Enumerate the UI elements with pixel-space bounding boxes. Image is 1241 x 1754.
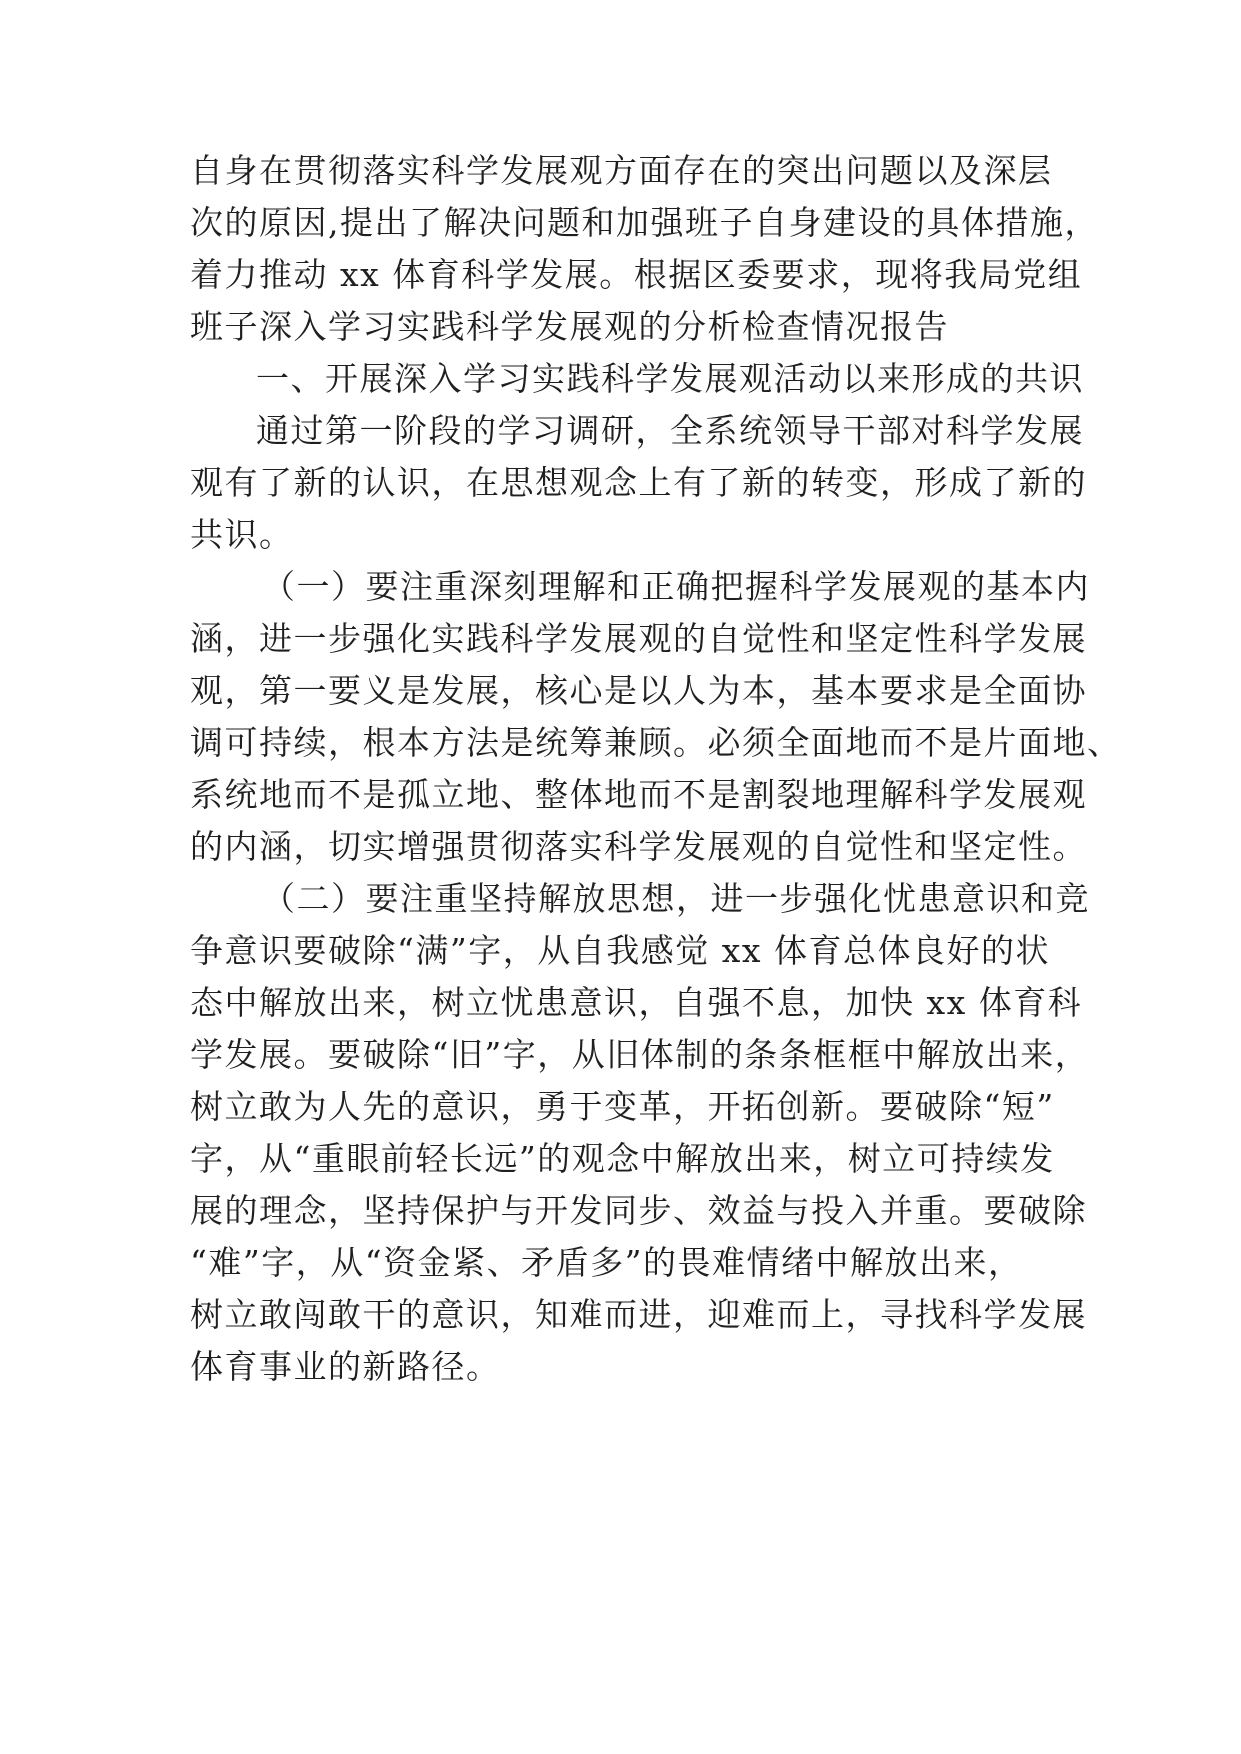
text-line: 展的理念，坚持保护与开发同步、效益与投入并重。要破除 xyxy=(190,1191,1087,1230)
text-line: 调可持续，根本方法是统筹兼顾。必须全面地而不是片面地、 xyxy=(190,723,1122,762)
text-line: 争意识要破除“满”字，从自我感觉 xx 体育总体良好的状 xyxy=(190,931,1050,970)
text-line: “难”字，从“资金紧、矛盾多”的畏难情绪中解放出来， xyxy=(190,1243,1023,1282)
text-line: 自身在贯彻落实科学发展观方面存在的突出问题以及深层 xyxy=(190,151,1053,190)
text-line: 态中解放出来，树立忧患意识，自强不息，加快 xx 体育科 xyxy=(190,983,1083,1022)
text-line: 字，从“重眼前轻长远”的观念中解放出来，树立可持续发 xyxy=(190,1139,1055,1178)
text-line: 观，第一要义是发展，核心是以人为本，基本要求是全面协 xyxy=(190,671,1087,710)
text-line: 系统地而不是孤立地、整体地而不是割裂地理解科学发展观 xyxy=(190,775,1087,814)
subsection-heading: （一）要注重深刻理解和正确把握科学发展观的基本内 xyxy=(262,567,1090,606)
subsection-heading: （二）要注重坚持解放思想，进一步强化忧患意识和竞 xyxy=(262,879,1090,918)
text-line: 次的原因,提出了解决问题和加强班子自身建设的具体措施， xyxy=(190,203,1099,242)
text-line: 着力推动 xx 体育科学发展。根据区委要求，现将我局党组 xyxy=(190,255,1083,294)
text-line: 观有了新的认识，在思想观念上有了新的转变，形成了新的 xyxy=(190,463,1087,502)
section-heading: 一、开展深入学习实践科学发展观活动以来形成的共识 xyxy=(256,359,1084,398)
text-line: 树立敢闯敢干的意识，知难而进，迎难而上，寻找科学发展 xyxy=(190,1295,1087,1334)
text-line: 通过第一阶段的学习调研，全系统领导干部对科学发展 xyxy=(256,411,1084,450)
text-line: 涵，进一步强化实践科学发展观的自觉性和坚定性科学发展 xyxy=(190,619,1087,658)
text-line: 班子深入学习实践科学发展观的分析检查情况报告 xyxy=(190,307,949,346)
text-line: 共识。 xyxy=(190,515,294,554)
text-line: 树立敢为人先的意识，勇于变革，开拓创新。要破除“短” xyxy=(190,1087,1055,1126)
text-line: 的内涵，切实增强贯彻落实科学发展观的自觉性和坚定性。 xyxy=(190,827,1087,866)
text-line: 体育事业的新路径。 xyxy=(190,1347,501,1386)
text-line: 学发展。要破除“旧”字，从旧体制的条条框框中解放出来， xyxy=(190,1035,1090,1074)
